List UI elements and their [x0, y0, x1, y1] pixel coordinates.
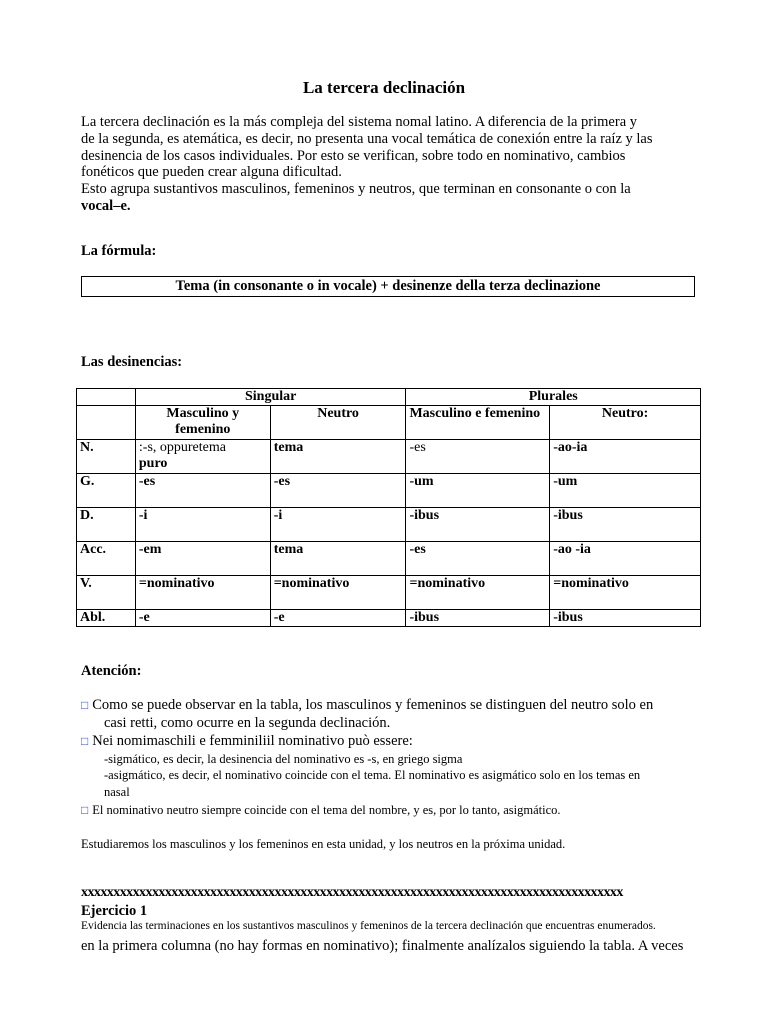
table-cell: =nominativo [550, 576, 701, 610]
ejercicio-text: en la primera columna (no hay formas en nominativo); finalmente analízalos siguiendo la tabla. A veces [81, 938, 684, 954]
table-cell: -i [135, 508, 270, 542]
table-cell: -es [406, 542, 550, 576]
case-label: Abl. [77, 610, 136, 627]
table-cell [77, 389, 136, 406]
declension-table [76, 388, 701, 627]
header-singular: Singular [135, 389, 406, 406]
case-label: N. [77, 440, 136, 474]
table-row [77, 440, 701, 474]
bullet-text: El nominativo neutro siempre coincide con el tema del nombre, y es, por lo tanto, asigmático. [92, 803, 561, 817]
bullet-text: Como se puede observar en la tabla, los masculinos y femeninos se distinguen del neutro solo en [92, 697, 654, 713]
table-cell [77, 406, 136, 440]
bullet-text: Nei nomimaschili e femminiliil nominativo può essere: [92, 733, 413, 749]
cell-text: :-s, oppuretema [138, 440, 226, 455]
table-cell: -es [406, 440, 550, 474]
formula-label: La fórmula: [81, 243, 157, 259]
separator-line: xxxxxxxxxxxxxxxxxxxxxxxxxxxxxxxxxxxxxxxxxxxxxxxxxxxxxxxxxxxxxxxxxxxxxxxxxxxxxxxxxxxx [81, 885, 623, 900]
table-row [77, 610, 701, 627]
table-cell: -ibus [550, 508, 701, 542]
ejercicio-title: Ejercicio 1 [81, 903, 148, 919]
desinencias-label: Las desinencias: [81, 354, 183, 370]
case-label: V. [77, 576, 136, 610]
sub-item: -asigmático, es decir, el nominativo coincide con el tema. El nominativo es asigmático solo en los temas en [104, 768, 641, 782]
bullet-text-cont: casi retti, como ocurre en la segunda declinación. [104, 715, 391, 731]
table-cell: -ibus [406, 508, 550, 542]
table-cell: =nominativo [135, 576, 270, 610]
table-cell: -e [135, 610, 270, 627]
table-row [77, 542, 701, 576]
bullet-item [81, 803, 561, 818]
table-cell: -e [270, 610, 406, 627]
table-cell: -i [270, 508, 406, 542]
table-row [77, 576, 701, 610]
formula-box: Tema (in consonante o in vocale) + desinenze della terza declinazione [81, 276, 695, 297]
intro-line: desinencia de los casos individuales. Por esto se verifican, sobre todo en nominativo, cambios [81, 147, 626, 164]
table-cell [135, 440, 270, 474]
table-cell: tema [270, 440, 406, 474]
table-cell: -ibus [406, 610, 550, 627]
case-label: G. [77, 474, 136, 508]
table-cell: =nominativo [270, 576, 406, 610]
intro-line: fonéticos que pueden crear alguna dificultad. [81, 164, 342, 181]
subheader-neutro-sing: Neutro [270, 406, 406, 440]
table-cell: -ao -ia [550, 542, 701, 576]
square-bullet-icon: □ [81, 734, 89, 748]
page-title: La tercera declinación [302, 78, 466, 97]
intro-line: de la segunda, es atemática, es decir, no presenta una vocal temática de conexión entre la raíz y las [81, 130, 653, 147]
case-label: Acc. [77, 542, 136, 576]
table-row [77, 508, 701, 542]
sub-item-cont: nasal [104, 785, 130, 799]
table-row [77, 389, 701, 406]
cell-extra: puro [138, 456, 168, 471]
table-row [77, 406, 701, 440]
table-cell: tema [270, 542, 406, 576]
intro-line: Esto agrupa sustantivos masculinos, femeninos y neutros, que terminan en consonante o con la [81, 181, 631, 198]
intro-line-bold: vocal–e. [81, 197, 131, 214]
header-plural: Plurales [406, 389, 701, 406]
table-cell: -um [550, 474, 701, 508]
bullet-item [81, 733, 413, 750]
table-cell: -ibus [550, 610, 701, 627]
sub-item: -sigmático, es decir, la desinencia del nominativo es -s, en griego sigma [104, 752, 463, 766]
table-cell: -ao-ia [550, 440, 701, 474]
intro-line: La tercera declinación es la más compleja del sistema nomal latino. A diferencia de la primera y [81, 114, 638, 130]
table-cell: -es [135, 474, 270, 508]
table-cell: -em [135, 542, 270, 576]
table-cell: =nominativo [406, 576, 550, 610]
estudiaremos-text: Estudiaremos los masculinos y los femeninos en esta unidad, y los neutros en la próxima unidad. [81, 837, 566, 851]
bullet-item [81, 697, 653, 714]
ejercicio-text: Evidencia las terminaciones en los sustantivos masculinos y femeninos de la tercera declinación que encuentras enumerados. [81, 920, 656, 932]
table-cell: -es [270, 474, 406, 508]
square-bullet-icon: □ [81, 698, 89, 712]
table-row [77, 474, 701, 508]
atencion-label: Atención: [81, 663, 142, 679]
subheader-neutro-plur: Neutro: [550, 406, 701, 440]
subheader-masc-fem-plur: Masculino e femenino [406, 406, 550, 440]
case-label: D. [77, 508, 136, 542]
subheader-masc-fem-sing: Masculino y femenino [135, 406, 270, 440]
square-bullet-icon: □ [81, 803, 89, 817]
table-cell: -um [406, 474, 550, 508]
intro-paragraph [81, 114, 701, 215]
